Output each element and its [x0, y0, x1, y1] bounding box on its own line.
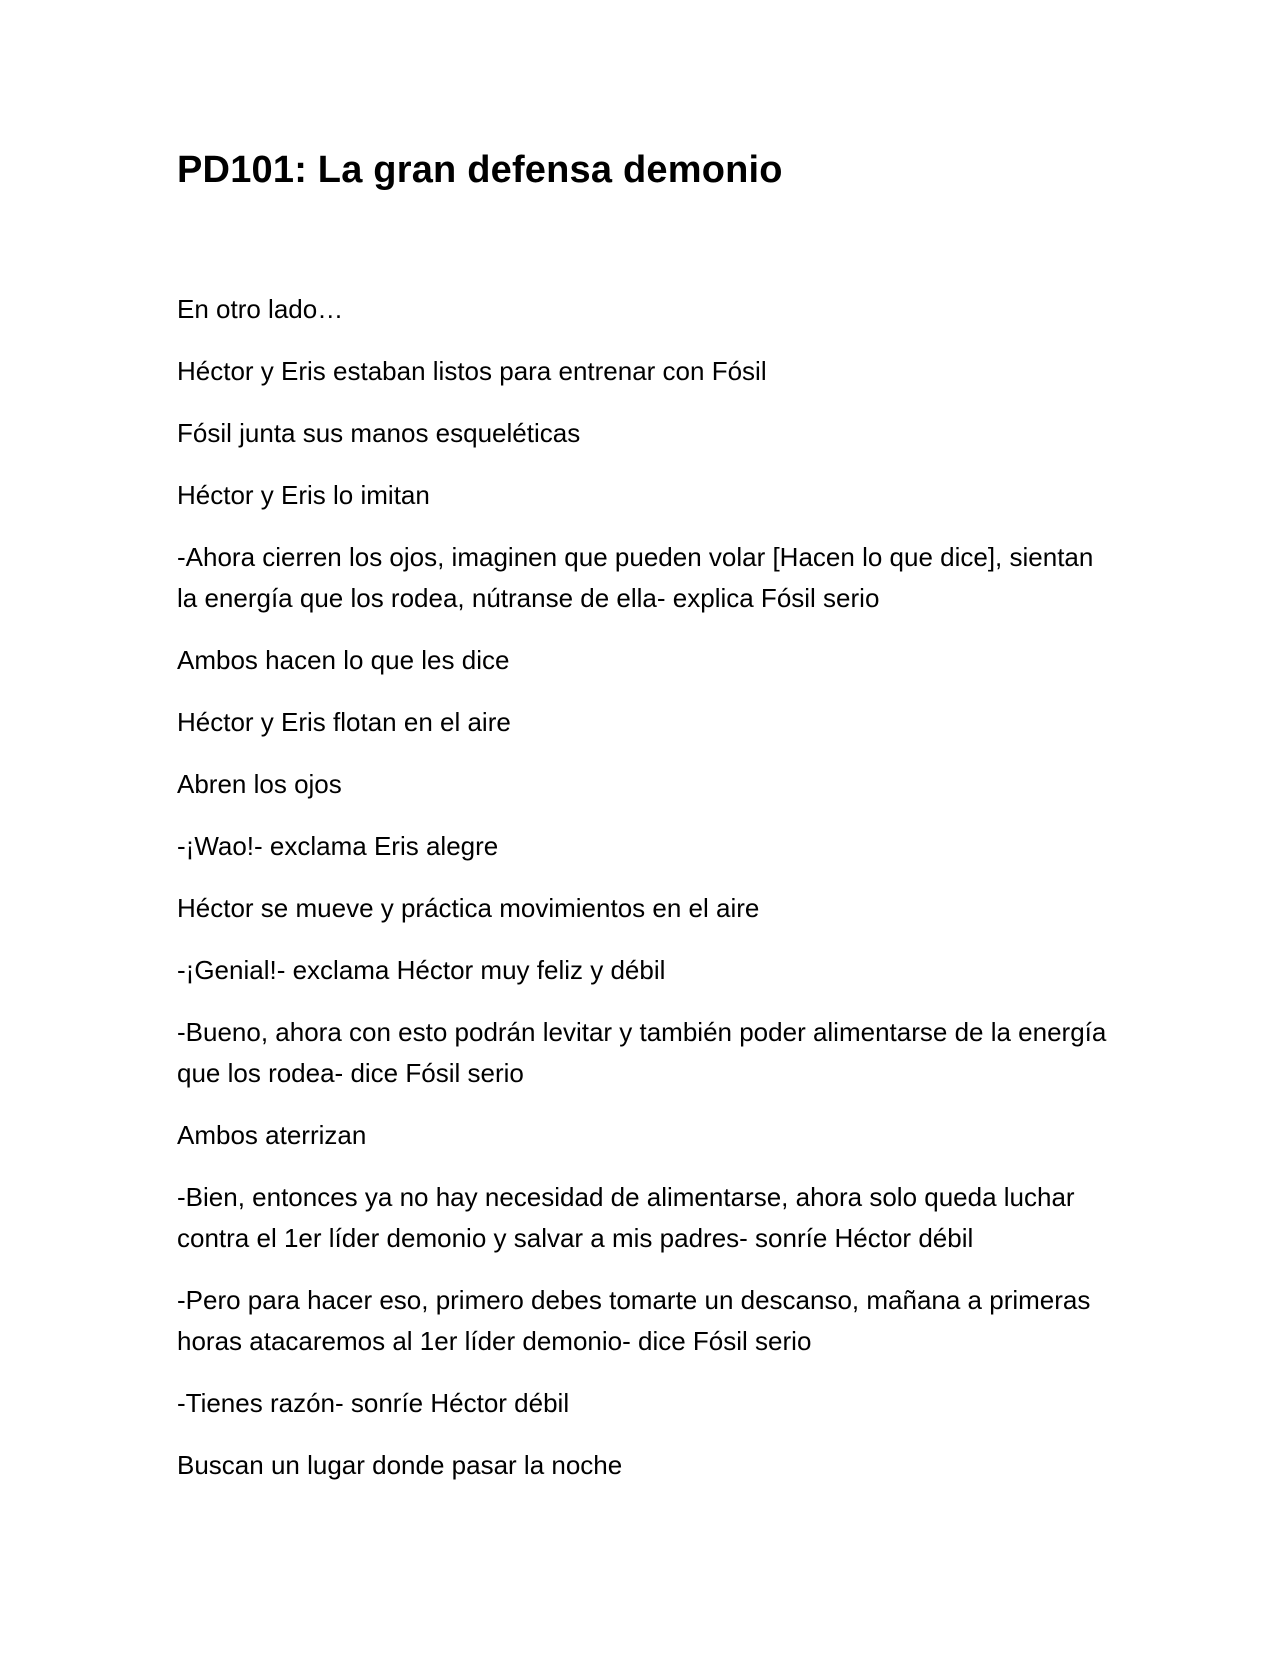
- paragraph: Héctor y Eris flotan en el aire: [177, 707, 511, 737]
- paragraph: -Bueno, ahora con esto podrán levitar y también poder alimentarse de la energía que los rodea- dice Fósil serio: [177, 1017, 1107, 1088]
- paragraph: Ambos aterrizan: [177, 1120, 367, 1150]
- paragraph: Abren los ojos: [177, 769, 342, 799]
- document-body: [177, 289, 1107, 1507]
- paragraph: -¡Wao!- exclama Eris alegre: [177, 831, 499, 861]
- paragraph: Fósil junta sus manos esqueléticas: [177, 418, 581, 448]
- paragraph: -Ahora cierren los ojos, imaginen que pueden volar [Hacen lo que dice], sientan la energía que los rodea, nútranse de ella- explica Fósil serio: [177, 542, 1094, 613]
- paragraph: Héctor se mueve y práctica movimientos en el aire: [177, 893, 760, 923]
- paragraph: Ambos hacen lo que les dice: [177, 645, 510, 675]
- paragraph: Buscan un lugar donde pasar la noche: [177, 1450, 623, 1480]
- document-title: PD101: La gran defensa demonio: [177, 149, 783, 191]
- paragraph: En otro lado…: [177, 294, 344, 324]
- paragraph: Héctor y Eris lo imitan: [177, 480, 430, 510]
- paragraph: -Pero para hacer eso, primero debes tomarte un descanso, mañana a primeras horas atacaremos al 1er líder demonio- dice Fósil serio: [177, 1285, 1091, 1356]
- paragraph: Héctor y Eris estaban listos para entrenar con Fósil: [177, 356, 767, 386]
- paragraph: -Bien, entonces ya no hay necesidad de alimentarse, ahora solo queda luchar contra el 1er líder demonio y salvar a mis padres- sonríe Héctor débil: [177, 1182, 1075, 1253]
- paragraph: -Tienes razón- sonríe Héctor débil: [177, 1388, 570, 1418]
- paragraph: -¡Genial!- exclama Héctor muy feliz y débil: [177, 955, 666, 985]
